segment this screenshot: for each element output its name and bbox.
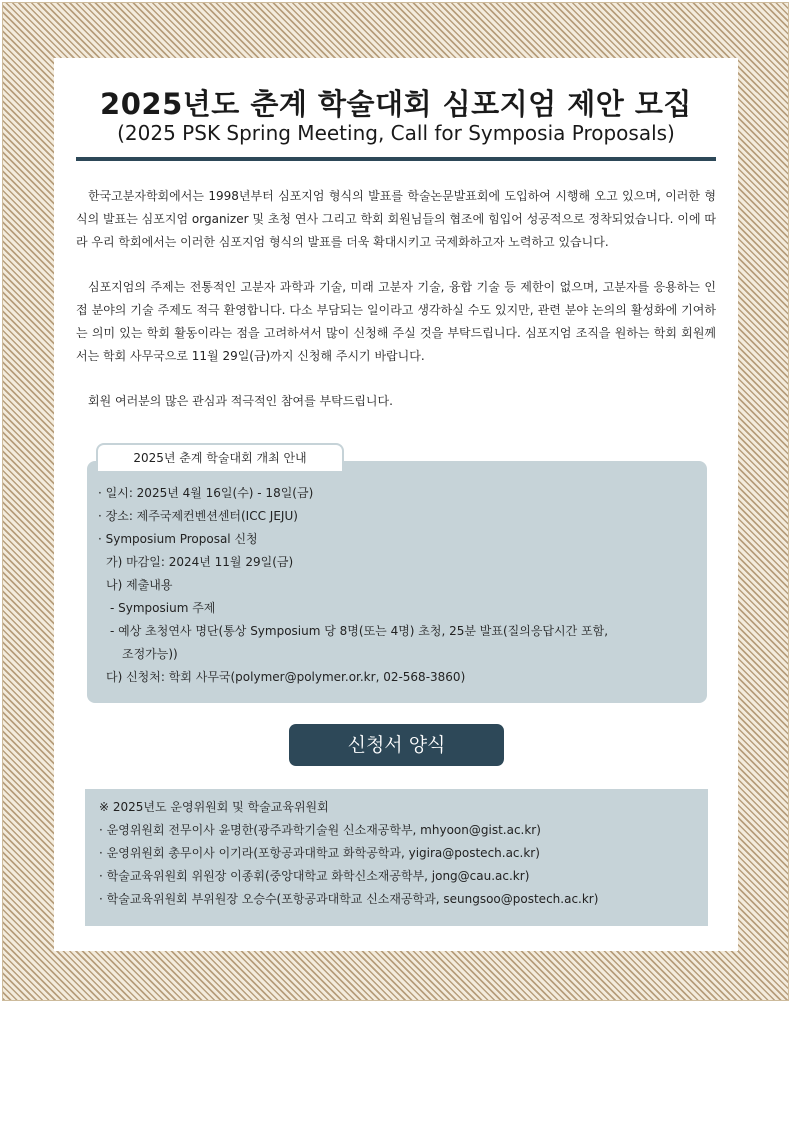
committee-heading: ※ 2025년도 운영위원회 및 학술교육위원회 xyxy=(99,800,329,814)
committee-member: · 학술교육위원회 위원장 이종휘(중앙대학교 화학신소재공학부, jong@cau.ac.kr) xyxy=(99,869,530,883)
info-line-speakers: - 예상 초청연사 명단(통상 Symposium 당 8명(또는 4명) 초청, 25분 발표(질의응답시간 포함, xyxy=(110,624,609,638)
meeting-info-tab: 2025년 춘계 학술대회 개최 안내 xyxy=(96,443,344,471)
meeting-info-list xyxy=(98,482,608,689)
page-title: 2025년도 춘계 학술대회 심포지엄 제안 모집 xyxy=(100,87,692,121)
info-line-speakers-cont: 조정가능)) xyxy=(122,647,178,661)
page-subtitle: (2025 PSK Spring Meeting, Call for Symposia Proposals) xyxy=(117,121,675,145)
committee-member: · 학술교육위원회 부위원장 오승수(포항공과대학교 신소재공학과, seungsoo@postech.ac.kr) xyxy=(99,892,599,906)
application-form-button[interactable]: 신청서 양식 xyxy=(289,724,504,766)
committee-member: · 운영위원회 전무이사 윤명한(광주과학기술원 신소재공학부, mhyoon@gist.ac.kr) xyxy=(99,823,541,837)
title-divider xyxy=(76,157,716,161)
info-line-proposal: · Symposium Proposal 신청 xyxy=(98,532,258,546)
info-line-topic: - Symposium 주제 xyxy=(110,601,216,615)
info-line-deadline: 가) 마감일: 2024년 11월 29일(금) xyxy=(106,555,294,569)
committee-member: · 운영위원회 총무이사 이기라(포항공과대학교 화학공학과, yigira@postech.ac.kr) xyxy=(99,846,540,860)
info-line-date: · 일시: 2025년 4월 16일(수) - 18일(금) xyxy=(98,486,314,500)
closing-paragraph: 회원 여러분의 많은 관심과 적극적인 참여를 부탁드립니다. xyxy=(88,394,393,408)
announcement-page xyxy=(54,58,738,951)
committee-box xyxy=(85,789,708,926)
info-line-venue: · 장소: 제주국제컨벤션센터(ICC JEJU) xyxy=(98,509,298,523)
info-line-contents: 나) 제출내용 xyxy=(106,578,173,592)
topic-paragraph: 심포지엄의 주제는 전통적인 고분자 과학과 기술, 미래 고분자 기술, 융합 기술 등 제한이 없으며, 고분자를 응용하는 인접 분야의 기술 주제도 적극 환영합니다. 다소 부담되는 일이라고 생각하실 수도 있지만, 관련 분야 논의의 활성화에 기여하는 의미 있는 학회 활동이라는 점을 고려하셔서 많이 신청해 주실 것을 부탁드립니다. 심포지엄 조직을 원하는 학회 회원께서는 학회 사무국으로 11월 29일(금)까지 신청해 주시기 바랍니다. xyxy=(76,280,716,363)
intro-paragraph: 한국고분자학회에서는 1998년부터 심포지엄 형식의 발표를 학술논문발표회에 도입하여 시행해 오고 있으며, 이러한 형식의 발표는 심포지엄 organizer 및 초청 연사 그리고 학회 회원님들의 협조에 힘입어 성공적으로 정착되었습니다. 이에 따라 우리 학회에서는 이러한 심포지엄 형식의 발표를 더욱 확대시키고 국제화하고자 노력하고 있습니다. xyxy=(76,189,716,249)
info-line-contact: 다) 신청처: 학회 사무국(polymer@polymer.or.kr, 02-568-3860) xyxy=(106,670,466,684)
committee-list xyxy=(99,796,598,911)
